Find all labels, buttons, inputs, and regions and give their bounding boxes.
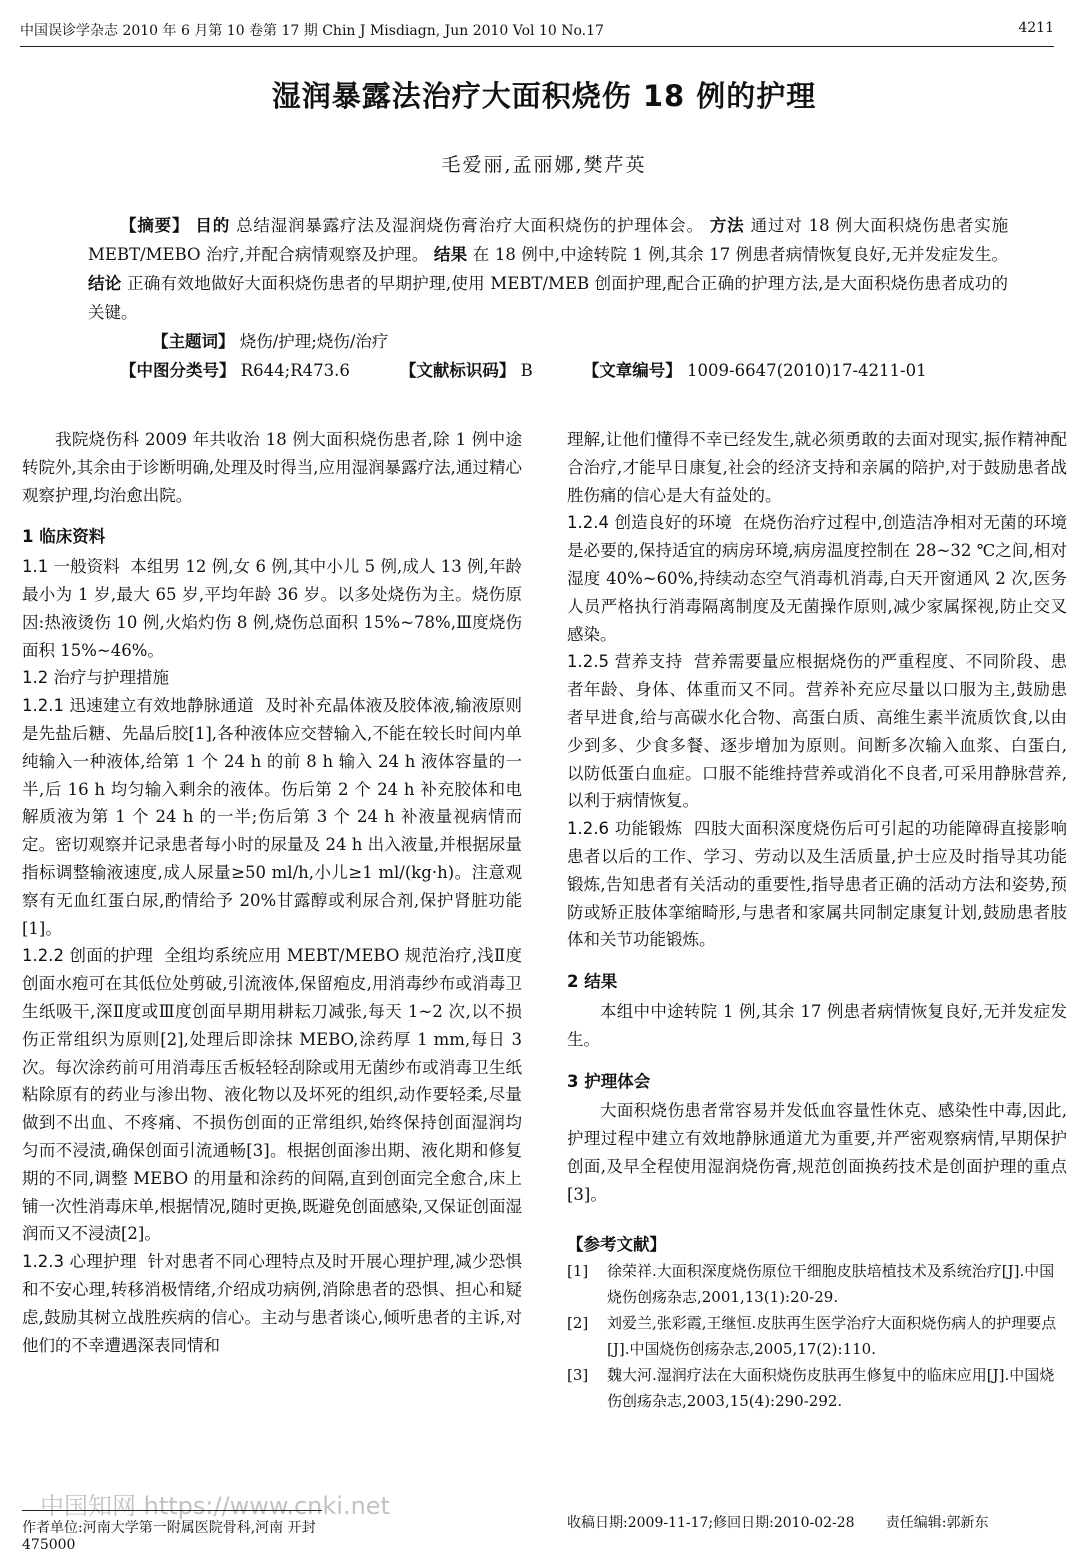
clc-label: 【中图分类号】 [120, 361, 236, 380]
section-heading: 2 结果 [567, 972, 618, 992]
results-paragraph: 本组中中途转院 1 例,其余 17 例患者病情恢复良好,无并发症发生。 [567, 1001, 1067, 1049]
paragraph [22, 692, 522, 942]
conclusion-text: 正确有效地做好大面积烧伤患者的早期护理,使用 MEBT/MEB 创面护理,配合正确的护理方法,是大面积烧伤患者成功的关键。 [88, 274, 1009, 322]
keywords-label: 【主题词】 [152, 332, 235, 351]
paragraph-text: 本组男 12 例,女 6 例,其中小儿 5 例,成人 13 例,年龄最小为 1 岁,最大 65 岁,平均年龄 36 岁。以多处烧伤为主。烧伤原因:热液烫伤 10 例,火焰灼伤 8 例,烧伤总面积 15%~78%,Ⅲ度烧伤面积 15%~46%。 [22, 557, 522, 660]
subsection-title: 1.2.4 创造良好的环境 [567, 513, 732, 533]
intro-paragraph: 我院烧伤科 2009 年共收治 18 例大面积烧伤患者,除 1 例中途转院外,其余由于诊断明确,处理及时得当,应用湿润暴露疗法,通过精心观察护理,均治愈出院。 [22, 430, 522, 505]
reference-number: [2] [567, 1314, 589, 1333]
paragraph [567, 815, 1067, 954]
section-heading: 1 临床资料 [22, 527, 106, 547]
dates: 收稿日期:2009-11-17;修回日期:2010-02-28 [567, 1515, 855, 1531]
objective-label: 目的 [195, 216, 231, 235]
doc-code-value: B [520, 361, 533, 380]
paragraph-text: 营养需要量应根据烧伤的严重程度、不同阶段、患者年龄、身体、体重而又不同。营养补充应尽量以口服为主,鼓励患者早进食,给与高碳水化合物、高蛋白质、高维生素半流质饮食,以由少到多、少食多餐、逐步增加为原则。间断多次输入血浆、白蛋白,以防低蛋白血症。口服不能维持营养或消化不良者,可采用静脉营养,以利于病情恢复。 [567, 652, 1067, 811]
methods-label: 方法 [709, 216, 745, 235]
subsection-title: 1.2.6 功能锻炼 [567, 819, 683, 839]
classification-line [88, 356, 1008, 385]
paragraph-text: 及时补充晶体液及胶体液,输液原则是先盐后糖、先晶后胶[1],各种液体应交替输入,不能在较长时间内单纯输入一种液体,给第 1 个 24 h 的前 8 h 输入 24 h 液体容量的一半,后 16 h 均匀输入剩余的液体。伤后第 2 个 24 h 补充胶体和电解质液为第 1 个 24 h 的一半;伤后第 3 个 24 h 补液量视病情而定。密切观察并记录患者每小时的尿量及 24 h 出入液量,并根据尿量指标调整输液速度,成人尿量≥50 ml/h,小儿≥1 ml/(kg·h)。注意观察有无血红蛋白尿,酌情给予 20%甘露醇或利尿合剂,保护肾脏功能[1]。 [22, 696, 522, 938]
reference-text: 徐荣祥.大面积深度烧伤原位干细胞皮肤培植技术及系统治疗[J].中国烧伤创疡杂志,2001,13(1):20-29. [607, 1262, 1055, 1307]
reference-number: [3] [567, 1366, 589, 1385]
discussion-paragraph: 大面积烧伤患者常容易并发低血容量性休克、感染性中毒,因此,护理过程中建立有效地静脉通道尤为重要,并严密观察病情,早期保护创面,及早全程使用湿润烧伤膏,规范创面换药技术是创面护理的重点[3]。 [567, 1101, 1067, 1204]
paragraph [567, 509, 1067, 648]
section-heading: 3 护理体会 [567, 1071, 651, 1091]
abstract-paragraph [88, 211, 1008, 327]
subsection-title: 1.2.1 迅速建立有效地静脉通道 [22, 696, 255, 716]
paragraph [567, 648, 1067, 815]
right-column [567, 426, 1067, 1414]
article-number-value: 1009-6647(2010)17-4211-01 [687, 361, 927, 380]
reference-list [567, 1258, 1067, 1414]
doc-code-label: 【文献标识码】 [399, 361, 516, 380]
paragraph-text: 全组均系统应用 MEBT/MEBO 规范治疗,浅Ⅱ度创面水疱可在其低位处剪破,引流液体,保留疱皮,用消毒纱布或消毒卫生纸吸干,深Ⅱ度或Ⅲ度创面早期用耕耘刀减张,每天 1~2 次,以不损伤正常组织为原则[2],处理后即涂抹 MEBO,涂药厚 1 mm,每日 3 次。每次涂药前可用消毒压舌板轻轻刮除或用无菌纱布或消毒卫生纸粘除原有的药业与渗出物、液化物以及坏死的组织,动作要轻柔,尽量做到不出血、不疼痛、不损伤创面的正常组织,始终保持创面湿润均匀而不浸渍,确保创面引流通畅[3]。根据创面渗出期、液化期和修复期的不同,调整 MEBO 的用量和涂药的间隔,直到创面完全愈合,床上铺一次性消毒床单,根据情况,随时更换,既避免创面感染,又保证创面湿润而又不浸渍[2]。 [22, 946, 523, 1244]
reference-text: 刘爱兰,张彩霞,王继恒.皮肤再生医学治疗大面积烧伤病人的护理要点[J].中国烧伤创疡杂志,2005,17(2):110. [607, 1314, 1057, 1359]
reference-item [567, 1310, 1067, 1362]
left-column [22, 426, 522, 1359]
reference-item [567, 1258, 1067, 1310]
authors: 毛爱丽,孟丽娜,樊芹英 [441, 154, 647, 176]
article-title: 湿润暴露法治疗大面积烧伤 18 例的护理 [271, 79, 817, 113]
keywords-line [88, 327, 1008, 356]
results-label: 结果 [433, 245, 468, 264]
reference-text: 魏大河.湿润疗法在大面积烧伤皮肤再生修复中的临床应用[J].中国烧伤创疡杂志,2003,15(4):290-292. [607, 1366, 1055, 1411]
abstract-label: 【摘要】 [120, 216, 190, 235]
subsection-title: 1.1 一般资料 [22, 557, 120, 577]
paragraph-text: 在烧伤治疗过程中,创造洁净相对无菌的环境是必要的,保持适宜的病房环境,病房温度控制在 28~32 ℃之间,相对湿度 40%~60%,持续动态空气消毒机消毒,白天开窗通风 2 次,医务人员严格执行消毒隔离制度及无菌操作原则,减少家属探视,防止交叉感染。 [567, 513, 1067, 644]
page-number: 4211 [1018, 20, 1054, 36]
subsection-title: 1.2.3 心理护理 [22, 1252, 137, 1272]
author-unit: 作者单位:河南大学第一附属医院骨科,河南 开封 475000 [22, 1510, 322, 1553]
paragraph [22, 1248, 522, 1359]
running-header [20, 20, 1054, 47]
subsection-heading: 1.2 治疗与护理措施 [22, 668, 169, 688]
paragraph-text: 四肢大面积深度烧伤后可引起的功能障碍直接影响患者以后的工作、学习、劳动以及生活质量,护士应及时指导其功能锻炼,告知患者有关活动的重要性,指导患者正确的活动方法和姿势,预防或矫正肢体挛缩畸形,与患者和家属共同制定康复计划,鼓励患者肢体和关节功能锻炼。 [567, 819, 1067, 950]
methods-text: 通过对 18 例大面积烧伤患者实施 MEBT/MEBO 治疗,并配合病情观察及护理。 [88, 216, 1009, 264]
article-number-label: 【文章编号】 [582, 361, 682, 380]
dates-and-editor [567, 1512, 988, 1532]
subsection-title: 1.2.2 创面的护理 [22, 946, 154, 966]
cnki-watermark: 中国知网 https://www.cnki.net [40, 1492, 390, 1520]
reference-item [567, 1362, 1067, 1414]
clc-value: R644;R473.6 [240, 361, 350, 380]
references-heading: 【参考文献】 [567, 1234, 666, 1254]
results-text: 在 18 例中,中途转院 1 例,其余 17 例患者病情恢复良好,无并发症发生。 [472, 245, 1009, 264]
editor: 责任编辑:郭新东 [885, 1515, 989, 1531]
keywords-value: 烧伤/护理;烧伤/治疗 [239, 332, 389, 351]
objective-text: 总结湿润暴露疗法及湿润烧伤膏治疗大面积烧伤的护理体会。 [236, 216, 704, 235]
paragraph [22, 942, 522, 1248]
paragraph [22, 553, 522, 664]
conclusion-label: 结论 [88, 274, 122, 293]
journal-citation: 中国误诊学杂志 2010 年 6 月第 10 卷第 17 期 Chin J Misdiagn, Jun 2010 Vol 10 No.17 [20, 23, 604, 39]
paragraph-text: 针对患者不同心理特点及时开展心理护理,减少恐惧和不安心理,转移消极情绪,介绍成功病例,消除患者的恐惧、担心和疑虑,鼓励其树立战胜疾病的信心。主动与患者谈心,倾听患者的主诉,对他们的不幸遭遇深表同情和 [22, 1252, 522, 1355]
reference-number: [1] [567, 1262, 589, 1281]
paragraph-continued: 理解,让他们懂得不幸已经发生,就必须勇敢的去面对现实,振作精神配合治疗,才能早日康复,社会的经济支持和亲属的陪护,对于鼓励患者战胜伤痛的信心是大有益处的。 [567, 430, 1067, 505]
subsection-title: 1.2.5 营养支持 [567, 652, 683, 672]
abstract-block [88, 211, 1008, 385]
